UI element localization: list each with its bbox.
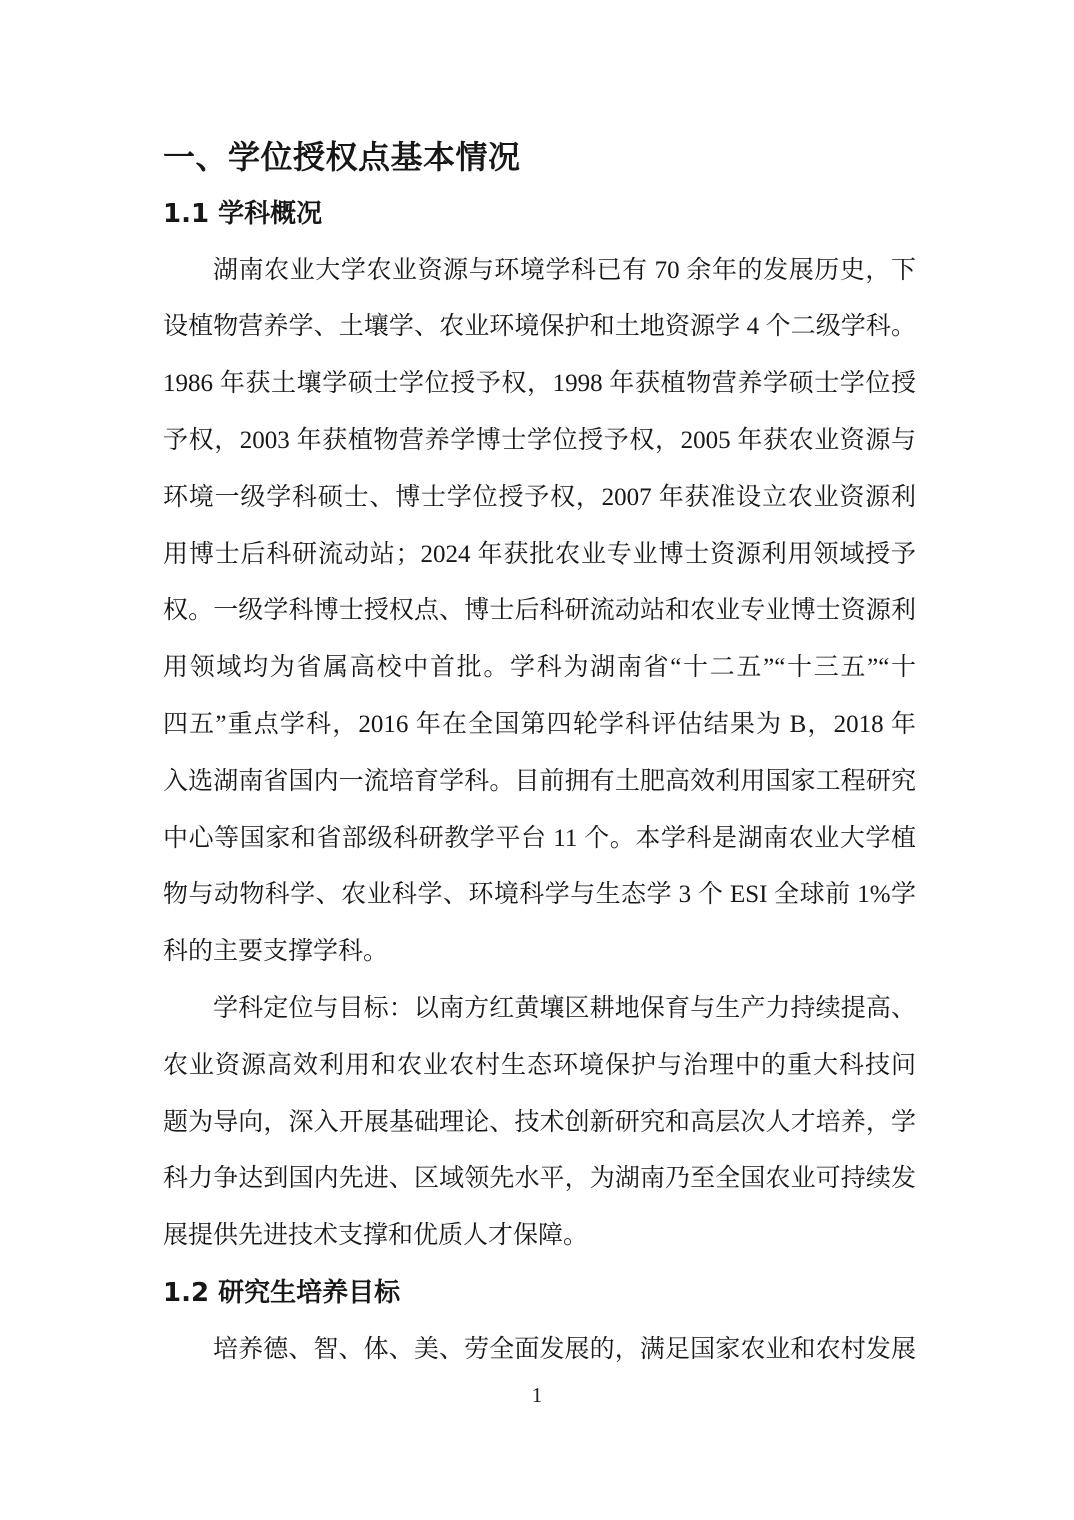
- text-line: 设植物营养学、土壤学、农业环境保护和土地资源学 4 个二级学科。: [163, 313, 916, 341]
- text-line: 物与动物科学、农业科学、环境科学与生态学 3 个 ESI 全球前 1%学: [163, 881, 916, 909]
- text-line: 湖南农业大学农业资源与环境学科已有 70 余年的发展历史，下: [213, 256, 916, 284]
- text-line: 科力争达到国内先进、区域领先水平，为湖南乃至全国农业可持续发: [163, 1165, 916, 1193]
- text-line: 题为导向，深入开展基础理论、技术创新研究和高层次人才培养，学: [163, 1108, 916, 1136]
- text-line: 培养德、智、体、美、劳全面发展的，满足国家农业和农村发展: [213, 1335, 916, 1363]
- text-line: 环境一级学科硕士、博士学位授予权，2007 年获准设立农业资源利: [163, 483, 916, 511]
- text-line: 予权，2003 年获植物营养学博士学位授予权，2005 年获农业资源与: [163, 426, 916, 454]
- section-heading-1: 一、学位授权点基本情况: [163, 138, 521, 176]
- text-line: 中心等国家和省部级科研教学平台 11 个。本学科是湖南农业大学植: [163, 824, 916, 852]
- text-line: 四五”重点学科，2016 年在全国第四轮学科评估结果为 B，2018 年: [163, 710, 916, 738]
- paragraph-discipline-overview: [163, 243, 916, 981]
- text-line: 展提供先进技术支撑和优质人才保障。: [163, 1222, 589, 1250]
- paragraph-discipline-goals: [163, 981, 916, 1265]
- page-content: [163, 129, 916, 1379]
- text-line: 1986 年获土壤学硕士学位授予权，1998 年获植物营养学硕士学位授: [163, 370, 916, 398]
- text-line: 科的主要支撑学科。: [163, 938, 389, 966]
- text-line: 农业资源高效利用和农业农村生态环境保护与治理中的重大科技问: [163, 1051, 916, 1079]
- text-line: 入选湖南省国内一流培育学科。目前拥有土肥高效利用国家工程研究: [163, 767, 916, 795]
- paragraph-training-goal: [163, 1322, 916, 1379]
- text-line: 学科定位与目标：以南方红黄壤区耕地保育与生产力持续提高、: [213, 994, 916, 1022]
- text-line: 权。一级学科博士授权点、博士后科研流动站和农业专业博士资源利: [163, 597, 916, 625]
- text-line: 用博士后科研流动站；2024 年获批农业专业博士资源利用领域授予: [163, 540, 916, 568]
- subsection-heading-1-1: 1.1 学科概况: [163, 198, 323, 229]
- page-number: 1: [531, 1383, 543, 1407]
- subsection-heading-1-2: 1.2 研究生培养目标: [163, 1277, 401, 1308]
- text-line: 用领域均为省属高校中首批。学科为湖南省“十二五”“十三五”“十: [163, 654, 916, 682]
